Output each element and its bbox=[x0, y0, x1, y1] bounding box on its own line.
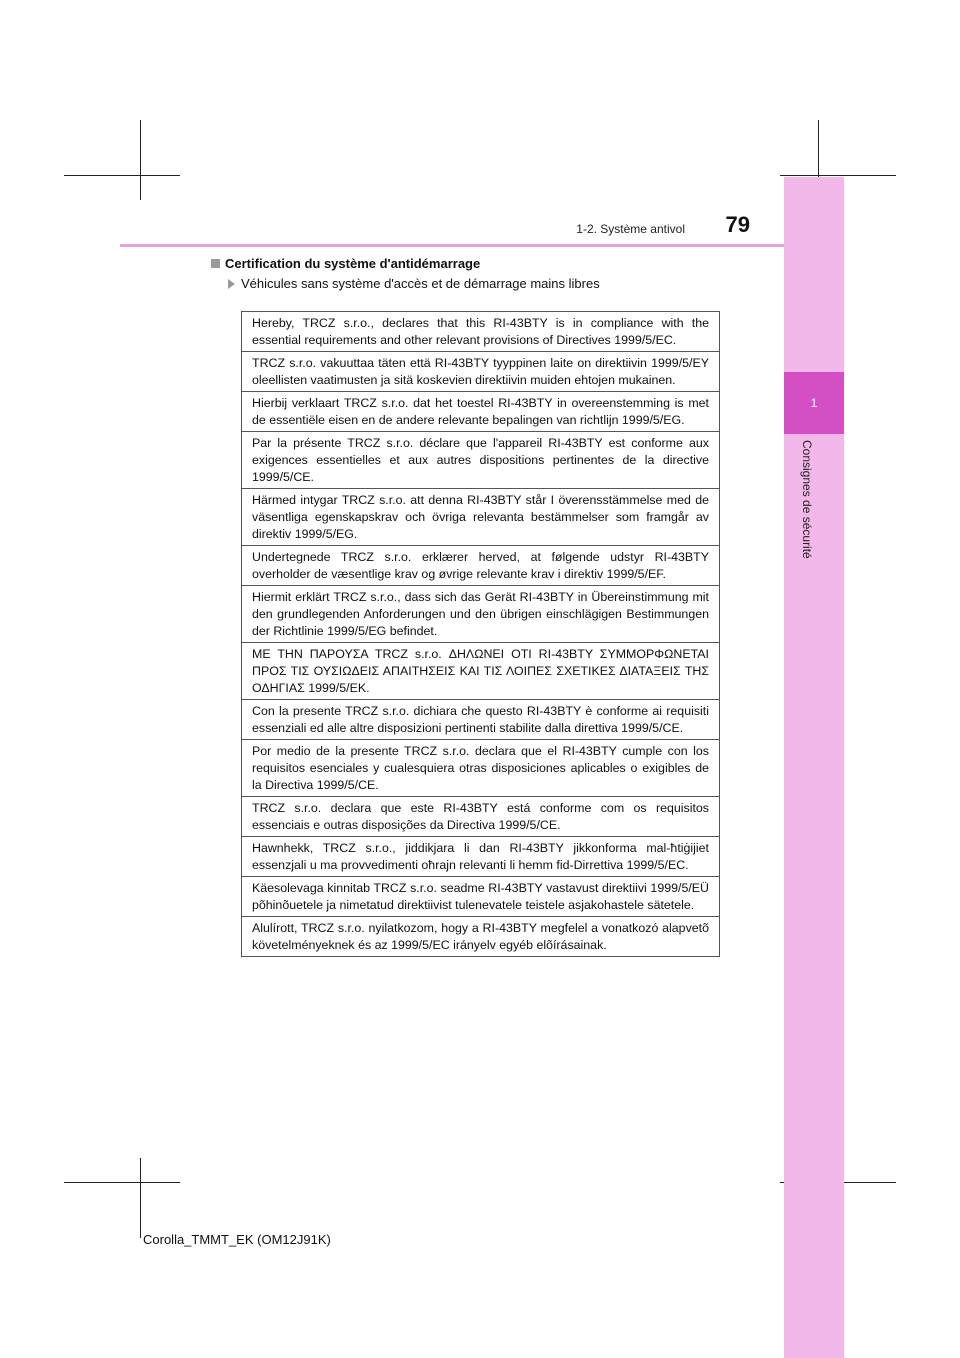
declaration-hungarian: Alulírott, TRCZ s.r.o. nyilatkozom, hogy a RI-43BTY megfelel a vonatkozó alapvetõ követelményeknek és az 1999/5/EC irányelv egyéb elõírásainak. bbox=[252, 921, 709, 952]
section-title: 1-2. Système antivol bbox=[576, 222, 685, 236]
document-footer: Corolla_TMMT_EK (OM12J91K) bbox=[143, 1232, 331, 1247]
declaration-english: Hereby, TRCZ s.r.o., declares that this RI-43BTY is in compliance with the essential requirements and other relevant provisions of Directives 1999/5/EC. bbox=[242, 312, 719, 352]
conformity-declarations-table bbox=[241, 311, 720, 957]
triangle-bullet-icon bbox=[228, 279, 235, 289]
section-heading bbox=[211, 256, 480, 271]
declaration-french: Par la présente TRCZ s.r.o. déclare que l'appareil RI-43BTY est conforme aux exigences essentielles et aux autres dispositions pertinentes de la directive 1999/5/CE. bbox=[242, 432, 719, 489]
declaration-italian: Con la presente TRCZ s.r.o. dichiara che questo RI-43BTY è conforme ai requisiti essenziali ed alle altre disposizioni pertinenti stabilite dalla direttiva 1999/5/CE. bbox=[242, 700, 719, 740]
page-number: 79 bbox=[725, 212, 750, 237]
header-rule bbox=[120, 244, 784, 247]
declaration-maltese: Hawnhekk, TRCZ s.r.o., jiddikjara li dan RI-43BTY jikkonforma mal-ħtiġijiet essenzjali u ma provvedimenti oħrajn relevanti li hemm fid-Dirrettiva 1999/5/EC. bbox=[242, 837, 719, 877]
crop-mark bbox=[140, 1158, 141, 1238]
declaration-swedish: Härmed intygar TRCZ s.r.o. att denna RI-43BTY står I överensstämmelse med de väsentliga egenskapskrav och övriga relevanta bestämmelser som framgår av direktiv 1999/5/EG. bbox=[242, 489, 719, 546]
declaration-spanish: Por medio de la presente TRCZ s.r.o. declara que el RI-43BTY cumple con los requisitos esenciales y cualesquiera otras disposiciones aplicables o exigibles de la Directiva 1999/5/CE. bbox=[242, 740, 719, 797]
declaration-greek: ΜΕ ΤΗΝ ΠΑΡΟΥΣΑ TRCZ s.r.o. ΔΗΛΩΝΕΙ ΟΤΙ RI-43BTY ΣΥΜΜΟΡΦΩΝΕΤΑΙ ΠΡΟΣ ΤΙΣ ΟΥΣΙΩΔΕΙΣ ΑΠΑΙΤΗΣΕΙΣ ΚΑΙ ΤΙΣ ΛΟΙΠΕΣ ΣΧΕΤΙΚΕΣ ΔΙΑΤΑΞΕΙΣ ΤΗΣ ΟΔΗΓΙΑΣ 1999/5/ΕΚ. bbox=[242, 643, 719, 700]
chapter-side-tab bbox=[784, 177, 844, 1358]
declaration-german: Hiermit erklärt TRCZ s.r.o., dass sich das Gerät RI-43BTY in Übereinstimmung mit den grundlegenden Anforderungen und den übrigen einschlägigen Bestimmungen der Richtlinie 1999/5/EG befindet. bbox=[242, 586, 719, 643]
heading-text: Certification du système d'antidémarrage bbox=[225, 256, 481, 271]
crop-mark bbox=[64, 175, 180, 176]
subsection-heading bbox=[228, 276, 600, 291]
crop-mark bbox=[780, 175, 896, 176]
declaration-danish: Undertegnede TRCZ s.r.o. erklærer herved, at følgende udstyr RI-43BTY overholder de væsentlige krav og øvrige relevante krav i direktiv 1999/5/EF. bbox=[242, 546, 719, 586]
subheading-text: Véhicules sans système d'accès et de démarrage mains libres bbox=[241, 276, 600, 291]
declaration-portuguese: TRCZ s.r.o. declara que este RI-43BTY está conforme com os requisitos essenciais e outras disposições da Directiva 1999/5/CE. bbox=[242, 797, 719, 837]
declaration-estonian: Käesolevaga kinnitab TRCZ s.r.o. seadme RI-43BTY vastavust direktiivi 1999/5/EÜ põhinõuetele ja nimetatud direktiivist tulenevatele teistele asjakohastele sätetele. bbox=[242, 877, 719, 917]
square-bullet-icon bbox=[211, 259, 220, 268]
declaration-dutch: Hierbij verklaart TRCZ s.r.o. dat het toestel RI-43BTY in overeenstemming is met de essentiële eisen en de andere relevante bepalingen van richtlijn 1999/5/EG. bbox=[242, 392, 719, 432]
declaration-finnish: TRCZ s.r.o. vakuuttaa täten että RI-43BTY tyyppinen laite on direktiivin 1999/5/EY oleellisten vaatimusten ja sitä koskevien direktiivin muiden ehtojen mukainen. bbox=[242, 352, 719, 392]
crop-mark bbox=[64, 1182, 180, 1183]
chapter-number: 1 bbox=[784, 372, 844, 434]
crop-mark bbox=[140, 120, 141, 200]
chapter-title: Consignes de sécurité bbox=[800, 440, 814, 559]
